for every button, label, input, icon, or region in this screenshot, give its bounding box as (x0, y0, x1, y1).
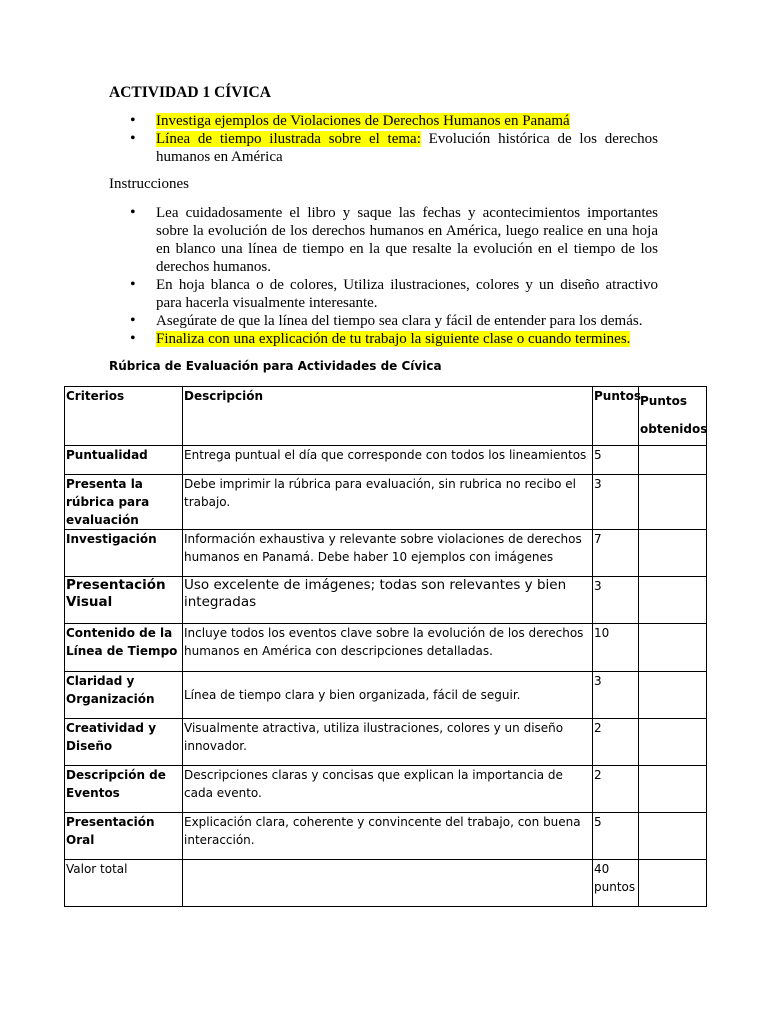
description-cell: Visualmente atractiva, utiliza ilustraciones, colores y un diseño innovador. (183, 719, 593, 766)
points-cell: 3 (593, 577, 639, 624)
header-obtained: Puntos obtenidos (639, 387, 707, 446)
table-row (65, 766, 707, 813)
table-row (65, 624, 707, 672)
instructions-heading: Instrucciones (109, 176, 189, 192)
description-cell: Entrega puntual el día que corresponde con todos los lineamientos (183, 446, 593, 475)
highlighted-text: Investiga ejemplos de Violaciones de Derechos Humanos en Panamá (156, 113, 570, 129)
rubric-table (64, 386, 707, 907)
criteria-cell: Contenido de la Línea de Tiempo (65, 624, 183, 672)
task-item (130, 130, 658, 166)
task-text: Evolución histórica de los derechos humanos en América (156, 131, 658, 165)
table-total-row (65, 860, 707, 907)
criteria-cell: Puntualidad (65, 446, 183, 475)
header-criteria: Criterios (65, 387, 183, 446)
table-row (65, 672, 707, 719)
total-description-cell (183, 860, 593, 907)
highlighted-text: Finaliza con una explicación de tu trabajo la siguiente clase o cuando termines. (156, 331, 631, 347)
obtained-cell[interactable] (639, 813, 707, 860)
description-cell: Debe imprimir la rúbrica para evaluación, sin rubrica no recibo el trabajo. (183, 475, 593, 530)
criteria-cell: Presentación Oral (65, 813, 183, 860)
description-cell: Descripciones claras y concisas que explican la importancia de cada evento. (183, 766, 593, 813)
total-label: Valor total (65, 860, 183, 907)
points-cell: 5 (593, 813, 639, 860)
points-cell: 3 (593, 475, 639, 530)
obtained-cell[interactable] (639, 530, 707, 577)
table-row (65, 719, 707, 766)
description-cell: Uso excelente de imágenes; todas son relevantes y bien integradas (183, 577, 593, 624)
instruction-item (130, 330, 658, 348)
table-row (65, 813, 707, 860)
header-description: Descripción (183, 387, 593, 446)
obtained-cell[interactable] (639, 624, 707, 672)
points-cell: 5 (593, 446, 639, 475)
obtained-cell[interactable] (639, 577, 707, 624)
total-obtained-cell[interactable] (639, 860, 707, 907)
points-cell: 10 (593, 624, 639, 672)
points-cell: 3 (593, 672, 639, 719)
instruction-item: • Lea cuidadosamente el libro y saque las fechas y acontecimientos importantes sobre la evolución de los derechos humanos en América, luego realice en una hoja en blanco una línea de tiempo en la que resalte la evolución en el tiempo de los derechos humanos. (130, 204, 658, 276)
criteria-cell: Presenta la rúbrica para evaluación (65, 475, 183, 530)
description-cell: Explicación clara, coherente y convincente del trabajo, con buena interacción. (183, 813, 593, 860)
total-points: 40 puntos (593, 860, 639, 907)
instructions-list (130, 204, 658, 348)
description-cell: Línea de tiempo clara y bien organizada, fácil de seguir. (183, 672, 593, 719)
obtained-cell[interactable] (639, 446, 707, 475)
criteria-cell: Descripción de Eventos (65, 766, 183, 813)
task-item (130, 112, 658, 130)
obtained-cell[interactable] (639, 672, 707, 719)
table-header-row (65, 387, 707, 446)
points-cell: 7 (593, 530, 639, 577)
criteria-cell: Presentación Visual (65, 577, 183, 624)
table-row (65, 530, 707, 577)
page-title: ACTIVIDAD 1 CÍVICA (109, 84, 271, 101)
header-points: Puntos (593, 387, 639, 446)
highlighted-text: Línea de tiempo ilustrada sobre el tema: (156, 131, 421, 147)
obtained-cell[interactable] (639, 719, 707, 766)
criteria-cell: Investigación (65, 530, 183, 577)
instruction-item: • Asegúrate de que la línea del tiempo sea clara y fácil de entender para los demás. (130, 312, 658, 330)
points-cell: 2 (593, 719, 639, 766)
table-row (65, 446, 707, 475)
description-cell: Incluye todos los eventos clave sobre la evolución de los derechos humanos en América con descripciones detalladas. (183, 624, 593, 672)
points-cell: 2 (593, 766, 639, 813)
criteria-cell: Claridad y Organización (65, 672, 183, 719)
criteria-cell: Creatividad y Diseño (65, 719, 183, 766)
task-list (130, 112, 658, 166)
table-row (65, 577, 707, 624)
description-cell: Información exhaustiva y relevante sobre violaciones de derechos humanos en Panamá. Debe haber 10 ejemplos con imágenes (183, 530, 593, 577)
obtained-cell[interactable] (639, 766, 707, 813)
obtained-cell[interactable] (639, 475, 707, 530)
rubric-title: Rúbrica de Evaluación para Actividades de Cívica (109, 359, 442, 373)
instruction-item: • En hoja blanca o de colores, Utiliza ilustraciones, colores y un diseño atractivo para hacerla visualmente interesante. (130, 276, 658, 312)
table-row (65, 475, 707, 530)
